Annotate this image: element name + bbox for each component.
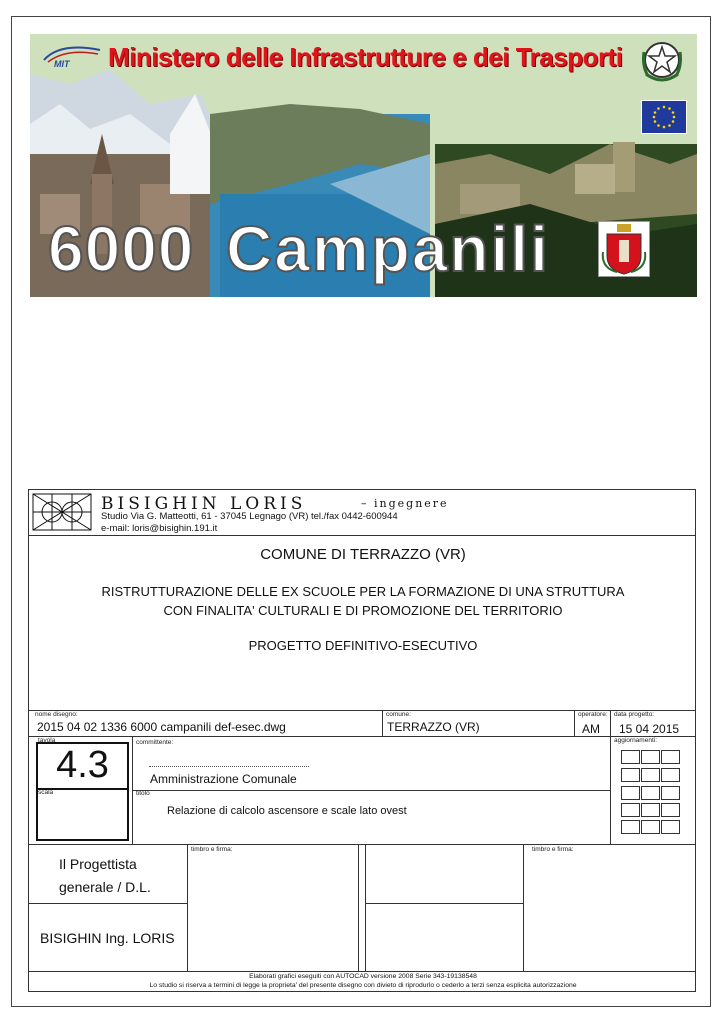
title-number: 6000: [48, 213, 195, 285]
project-description-line1: RISTRUTTURAZIONE DELLE EX SCUOLE PER LA FORMAZIONE DI UNA STRUTTURA: [101, 584, 625, 599]
data-progetto-value: 15 04 2015: [619, 722, 680, 736]
divider: [574, 710, 575, 736]
tavola-number: 4.3: [56, 744, 109, 786]
studio-name: BISIGHIN LORIS: [101, 494, 307, 514]
operatore-label: operatore:: [578, 711, 608, 718]
divider: [29, 903, 187, 904]
studio-address: Studio Via G. Matteotti, 61 - 37045 Legnago (VR) tel./fax 0442-600944: [101, 511, 398, 522]
italian-republic-emblem: [640, 38, 684, 86]
timbro1-label: timbro e firma:: [191, 846, 233, 853]
committente-dotted-line: [149, 766, 309, 767]
divider: [29, 844, 695, 845]
mit-logo: [40, 40, 104, 68]
divider: [132, 790, 610, 791]
operatore-value: AM: [582, 722, 600, 736]
eu-flag: [641, 100, 687, 134]
data-progetto-label: data progetto:: [614, 711, 655, 718]
divider: [29, 971, 695, 972]
nome-disegno-value: 2015 04 02 1336 6000 campanili def-esec.dwg: [37, 720, 286, 734]
ministry-title: Ministero delle Infrastrutture e dei Trasporti: [108, 42, 623, 72]
aggiornamenti-label: aggiornamenti:: [614, 737, 657, 744]
studio-email: e-mail: loris@bisighin.191.it: [101, 523, 218, 534]
divider: [29, 535, 695, 536]
divider: [29, 736, 695, 737]
timbro2-label: timbro e firma:: [532, 846, 574, 853]
engineer-name: BISIGHIN Ing. LORIS: [40, 930, 175, 946]
municipality-title: COMUNE DI TERRAZZO (VR): [260, 546, 466, 563]
titolo-value: Relazione di calcolo ascensore e scale lato ovest: [167, 805, 407, 817]
divider: [365, 844, 366, 971]
progettista-line2: generale / D.L.: [59, 879, 151, 895]
scala-label: scala: [38, 789, 54, 796]
comune-value: TERRAZZO (VR): [387, 720, 480, 734]
studio-role: – ingegnere: [361, 497, 449, 510]
tavola-label: tavola: [38, 737, 56, 744]
footer-line2: Lo studio si riserva a termini di legge la proprieta' del presente disegno con divieto di riprodurlo o cederlo a terzi senza esplicita autorizzazione: [149, 982, 577, 989]
studio-logo: [32, 493, 92, 531]
municipal-coat-of-arms: [598, 221, 650, 277]
divider: [610, 736, 611, 844]
progettista-line1: Il Progettista: [59, 856, 137, 872]
divider: [365, 903, 523, 904]
svg-text:MIT: MIT: [54, 59, 70, 68]
nome-disegno-label: nome disegno:: [35, 711, 78, 718]
title-block: [28, 489, 696, 992]
divider: [358, 844, 359, 971]
banner: [30, 34, 697, 297]
footer-line1: Elaborati grafici eseguiti con AUTOCAD versione 2008 Serie 343-19138548: [249, 973, 477, 980]
project-description-line2: CON FINALITA' CULTURALI E DI PROMOZIONE DEL TERRITORIO: [163, 603, 563, 618]
divider: [610, 710, 611, 736]
divider: [523, 844, 524, 971]
comune-label: comune:: [386, 711, 411, 718]
title-word: Campanili: [226, 213, 550, 285]
divider: [187, 844, 188, 971]
divider: [382, 710, 383, 736]
committente-value: Amministrazione Comunale: [150, 772, 297, 786]
committente-label: committente:: [136, 739, 174, 746]
titolo-label: titolo: [136, 790, 150, 797]
project-phase: PROGETTO DEFINITIVO-ESECUTIVO: [248, 638, 478, 653]
